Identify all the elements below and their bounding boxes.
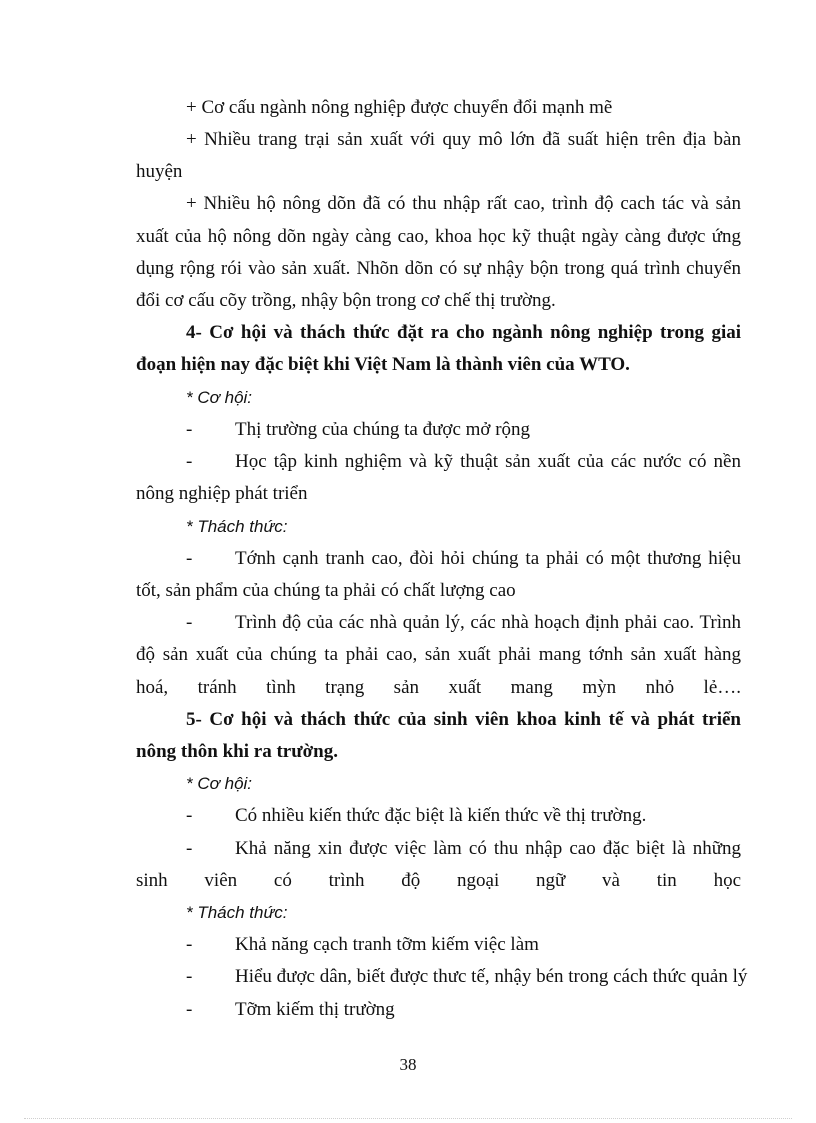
paragraph-line: + Cơ cấu ngành nông nghiệp được chuyển đổi mạnh mẽ	[186, 97, 613, 118]
bullet-dash: -	[186, 966, 193, 987]
paragraph-line: + Nhiều hộ nông dõn đã có thu nhập rất cao, trình độ cach tác và sản	[186, 193, 741, 214]
list-item: Thị trường của chúng ta được mở rộng	[235, 419, 531, 440]
paragraph-line: dụng rộng rói vào sản xuất. Nhõn dõn có sự nhậy bộn trong quá trình chuyển	[136, 258, 741, 279]
bullet-dash: -	[186, 548, 193, 569]
list-item-continuation: sinh viên có trình độ ngoại ngữ và tin học	[136, 870, 741, 891]
opportunities-label: * Cơ hội:	[186, 774, 253, 793]
section-5-heading: nông thôn khi ra trường.	[136, 741, 338, 762]
page-number: 38	[399, 1055, 417, 1074]
bullet-dash: -	[186, 934, 193, 955]
bullet-dash: -	[186, 612, 193, 633]
bullet-dash: -	[186, 999, 193, 1020]
list-item-continuation: nông nghiệp phát triển	[136, 483, 308, 504]
paragraph-line: đổi cơ cấu cõy trồng, nhậy bộn trong cơ chế thị trường.	[136, 290, 556, 311]
section-5-heading: 5- Cơ hội và thách thức của sinh viên khoa kinh tế và phát triển	[186, 709, 741, 730]
list-item-continuation: hoá, tránh tình trạng sản xuất mang mỳn nhỏ lẻ….	[136, 677, 741, 698]
paragraph-line: + Nhiều trang trại sản xuất với quy mô lớn đã suất hiện trên địa bàn	[186, 129, 741, 150]
paragraph-line: huyện	[136, 161, 183, 182]
list-item: Học tập kinh nghiệm và kỹ thuật sản xuất của các nước có nền	[235, 451, 741, 472]
opportunities-label: * Cơ hội:	[186, 388, 253, 407]
list-item: Có nhiều kiến thức đặc biệt là kiến thức về thị trường.	[235, 805, 647, 826]
challenges-label: * Thách thức:	[186, 903, 288, 922]
paragraph-line: xuất của hộ nông dõn ngày càng cao, khoa học kỹ thuật ngày càng được ứng	[136, 226, 741, 247]
list-item: Trình độ của các nhà quản lý, các nhà hoạch định phải cao. Trình	[235, 612, 741, 633]
list-item: Tớnh cạnh tranh cao, đòi hỏi chúng ta phải có một thương hiệu	[235, 548, 741, 569]
challenges-label: * Thách thức:	[186, 517, 288, 536]
section-4-heading: 4- Cơ hội và thách thức đặt ra cho ngành nông nghiệp trong giai	[186, 322, 741, 343]
bullet-dash: -	[186, 419, 193, 440]
list-item: Tỡm kiếm thị trường	[235, 999, 395, 1020]
bullet-dash: -	[186, 838, 193, 859]
bullet-dash: -	[186, 451, 193, 472]
list-item: Khả năng xin được việc làm có thu nhập cao đặc biệt là những	[235, 838, 741, 859]
list-item: Hiểu được dân, biết được thưc tế, nhậy bén trong cách thức quản lý	[235, 966, 748, 987]
bullet-dash: -	[186, 805, 193, 826]
list-item: Khả năng cạch tranh tỡm kiếm việc làm	[235, 934, 539, 955]
list-item-continuation: độ sản xuất của chúng ta phải cao, sản xuất phải mang tớnh sản xuất hàng	[136, 644, 741, 665]
list-item-continuation: tốt, sản phẩm của chúng ta phải có chất lượng cao	[136, 580, 516, 601]
section-4-heading: đoạn hiện nay đặc biệt khi Việt Nam là thành viên của WTO.	[136, 354, 630, 375]
page-divider	[24, 1118, 792, 1119]
